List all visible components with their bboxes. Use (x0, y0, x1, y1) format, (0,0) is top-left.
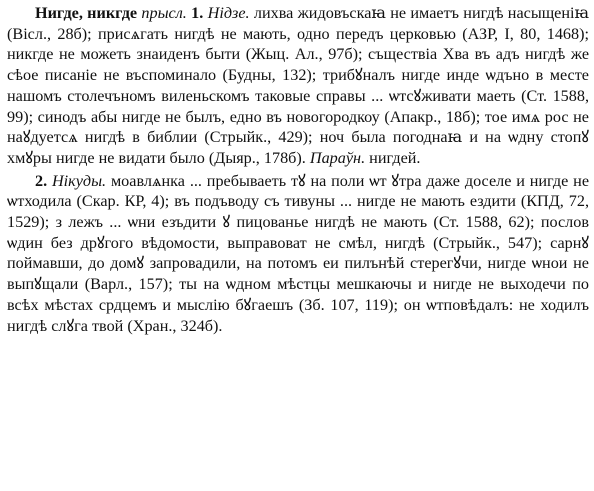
cross-reference-target: нигдей. (369, 148, 421, 167)
sense-1-number: 1. (191, 4, 204, 22)
headword: Нигде, никгде (35, 4, 138, 22)
part-of-speech: прысл. (141, 4, 187, 22)
sense-2-gloss: Нікуды. (51, 171, 107, 190)
sense-1-citations: лихва жидовъскаꙗ не имаетъ нигдѣ насыщеніꙗ (Вісл., 28б); присѧгать нигдѣ не мають, одно передъ церковью (АЗР, І, 80, 1468); никгде не можеть знаиденъ быти (Жыц. Ал., 97б); съществіа Хва въ адъ нигдѣ же сѣое писаніе не въспоминало (Будны, 132); трибꙋналъ нигде инде ѡдъно в месте нашомъ столечъномъ виленьскомъ таковые справы ... ѡтсꙋживати маеть (Ст. 1588, 99); синодъ абы нигде не былъ, едно въ новогородкоу (Апакр., 18б); тое имѧ рос не наꙋдуетсѧ нигдѣ в библии (Стрыйк., 429); ноч была погоднаꙗ и на ѡдну стопꙋ хмꙋры нигде не видати было (Дыяр., 178б). (7, 4, 590, 167)
sense-2-paragraph (7, 171, 589, 337)
sense-1-paragraph (7, 3, 589, 169)
cross-reference-label: Параўн. (309, 148, 366, 167)
sense-2-citations: моавлѧнка ... пребываеть тꙋ на поли ѡт ꙋтра даже доселе и нигде не ѡтходила (Скар. КР, 4); въ подъводу съ тивуны ... нигде не мають ездити (КПД, 72, 1529); з лежъ ... ѡни езъдити ꙋ пицованье нигдѣ не мають (Ст. 1588, 62); послов ѡдин без дрꙋгого вѣдомости, выправоват не смѣл, нигдѣ (Стрыйк., 547); сарнꙋ поймавши, до домꙋ запровадили, на потомъ еи пилънѣй стерегꙋчи, нигде ѡнои не выпꙋщали (Варл., 157); ты на ѡдном мѣстцы мешкаючы и нигде не выходечи по всѣх мѣстах срдцемъ и мыслію бꙋгаешъ (Зб. 107, 119); он ѡтповѣдалъ: не ходилъ нигдѣ слꙋга твой (Хран., 324б). (7, 171, 589, 335)
sense-2-number: 2. (35, 171, 48, 190)
sense-1-gloss: Нідзе. (207, 4, 250, 22)
